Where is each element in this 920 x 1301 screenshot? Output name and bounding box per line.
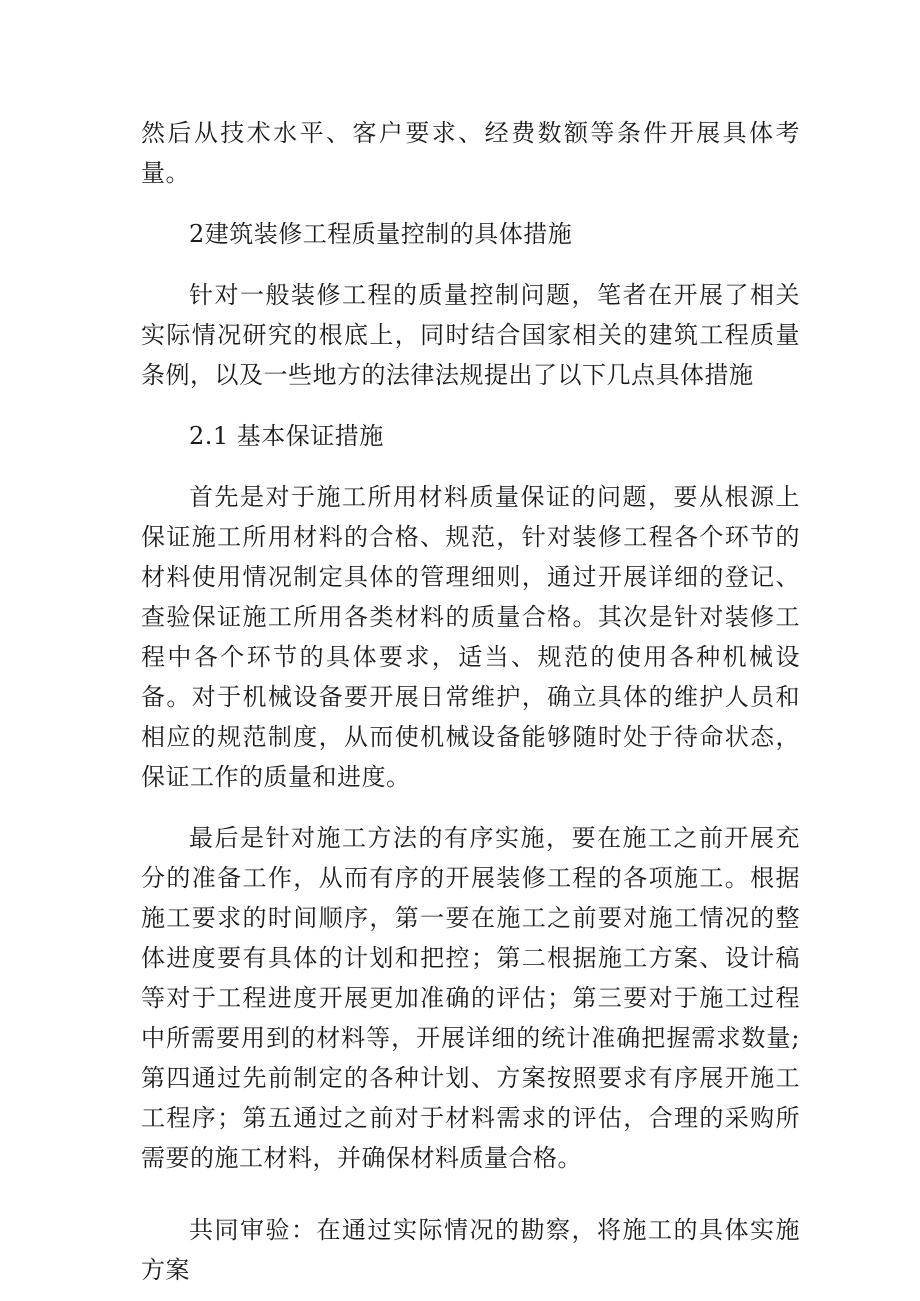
paragraph-methods: 最后是针对施工方法的有序实施，要在施工之前开展充分的准备工作，从而有序的开展装修工程的各项施工。根据施工要求的时间顺序，第一要在施工之前要对施工情况的整体进度要有具体的计划和把控；第二根据施工方案、设计稿等对于工程进度开展更加准确的评估；第三要对于施工过程中所需要用到的材料等，开展详细的统计准确把握需求数量;第四通过先前制定的各种计划、方案按照要求有序展开施工工程序；第五通过之前对于材料需求的评估，合理的采购所需要的施工材料，并确保材料质量合格。 — [141, 824, 800, 1172]
section-heading-2-1: 2.1 基本保证措施 — [189, 422, 384, 450]
section-heading-2: 2建筑装修工程质量控制的具体措施 — [189, 220, 573, 248]
paragraph-continuation: 然后从技术水平、客户要求、经费数额等条件开展具体考量。 — [141, 119, 800, 187]
paragraph-joint-audit: 共同审验：在通过实际情况的勘察，将施工的具体实施方案 — [141, 1216, 800, 1284]
paragraph-materials: 首先是对于施工所用材料质量保证的问题，要从根源上保证施工所用材料的合格、规范，针对装修工程各个环节的材料使用情况制定具体的管理细则，通过开展详细的登记、查验保证施工所用各类材料的质量合格。其次是针对装修工程中各个环节的具体要求，适当、规范的使用各种机械设备。对于机械设备要开展日常维护，确立具体的维护人员和相应的规范制度，从而使机械设备能够随时处于待命状态，保证工作的质量和进度。 — [141, 483, 800, 791]
paragraph-intro: 针对一般装修工程的质量控制问题，笔者在开展了相关实际情况研究的根底上，同时结合国家相关的建筑工程质量条例，以及一些地方的法律法规提出了以下几点具体措施 — [141, 281, 800, 389]
